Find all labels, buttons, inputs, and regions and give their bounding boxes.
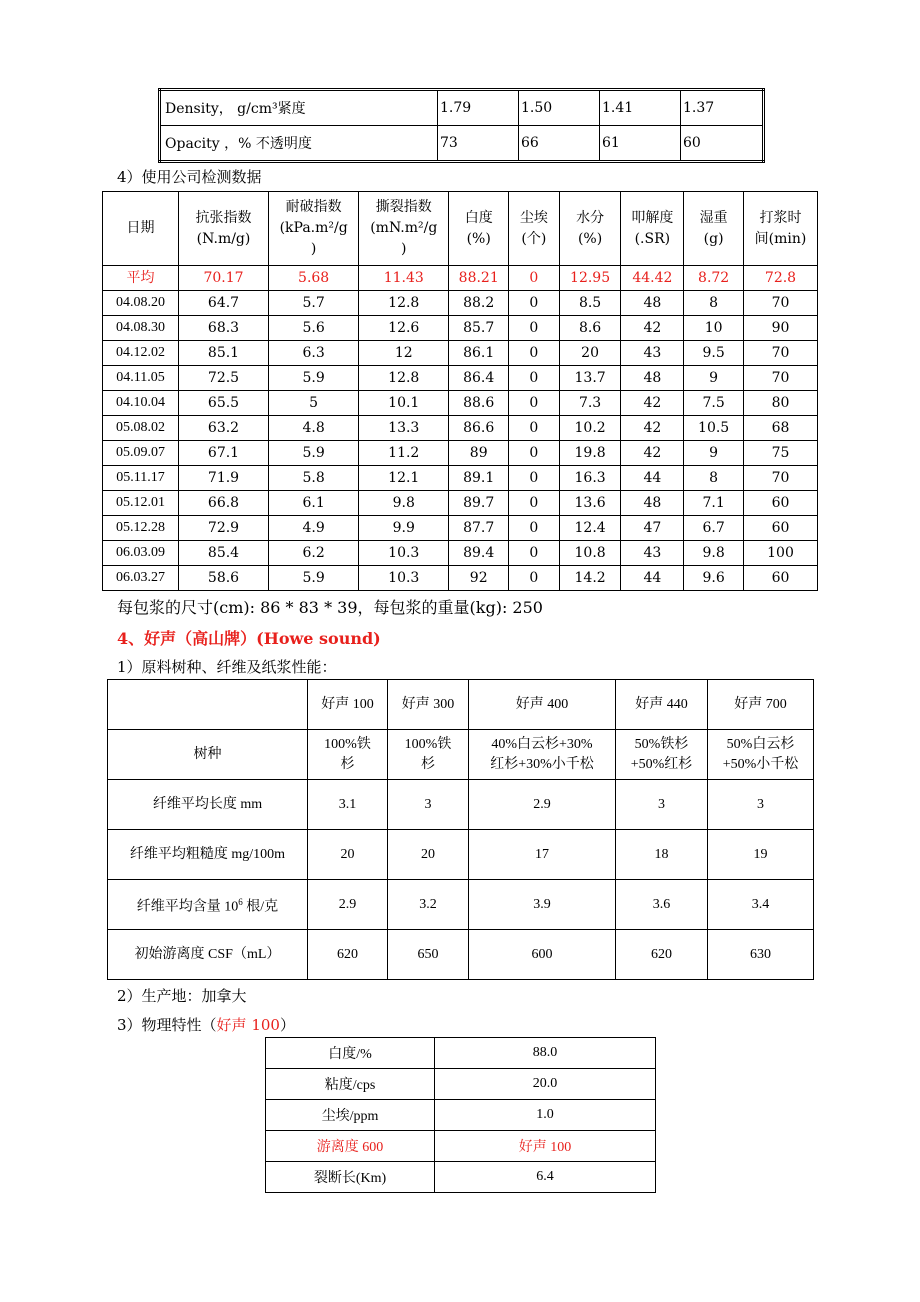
corner-cell [108,680,308,730]
cell: 10.2 [559,416,621,441]
raw-material-heading: 1）原料树种、纤维及纸浆性能： [117,658,337,676]
cell: 1.50 [519,90,600,126]
cell: 58.6 [178,566,268,591]
cell: 60 [744,516,818,541]
date-cell: 04.12.02 [103,341,179,366]
cell: 13.7 [559,366,621,391]
cell: 64.7 [178,291,268,316]
average-cell: 88.21 [449,266,509,291]
howe-sound-title: 4、好声（高山牌）(Howe sound) [117,629,381,648]
cell: 7.3 [559,391,621,416]
cell: 0 [509,391,560,416]
cell: 75 [744,441,818,466]
table-row [266,1100,656,1131]
physical-heading-post: ） [279,1016,295,1034]
date-cell: 05.11.17 [103,466,179,491]
cell: 14.2 [559,566,621,591]
cell: 5.9 [269,366,359,391]
cell: 3.6 [616,880,708,930]
cell: 8.6 [559,316,621,341]
cell: 9.8 [359,491,449,516]
company-test-table [102,191,818,591]
date-cell: 04.11.05 [103,366,179,391]
cell: 620 [308,930,388,980]
cell: 48 [621,291,684,316]
cell: 72.5 [178,366,268,391]
table-row [108,880,814,930]
cell: 89.7 [449,491,509,516]
table-row [103,491,818,516]
property-value: 88.0 [435,1038,656,1069]
cell: 20 [308,830,388,880]
cell: 48 [621,366,684,391]
column-header: 白度 (%) [449,192,509,266]
cell: 5.7 [269,291,359,316]
table-row [103,316,818,341]
cell: 86.6 [449,416,509,441]
date-cell: 05.12.28 [103,516,179,541]
table-row [108,830,814,880]
average-cell: 72.8 [744,266,818,291]
table-row [103,291,818,316]
physical-heading-pre: 3）物理特性（ [117,1016,217,1034]
column-header: 湿重 (g) [684,192,744,266]
cell: 20 [559,341,621,366]
cell: 20 [388,830,469,880]
average-row [103,266,818,291]
cell: 2.9 [469,780,616,830]
cell: 86.4 [449,366,509,391]
cell: 3 [388,780,469,830]
cell: 12.1 [359,466,449,491]
table-row [108,930,814,980]
property-name: 白度/% [266,1038,435,1069]
table-row [266,1162,656,1193]
cell: 9 [684,441,744,466]
origin-line: 2）生产地：加拿大 [117,987,247,1005]
cell: 44 [621,566,684,591]
cell: 85.7 [449,316,509,341]
cell: 7.5 [684,391,744,416]
cell: 6.2 [269,541,359,566]
average-cell: 0 [509,266,560,291]
cell: 65.5 [178,391,268,416]
table-row [103,391,818,416]
cell: 90 [744,316,818,341]
cell: 9.8 [684,541,744,566]
column-header: 日期 [103,192,179,266]
cell: 16.3 [559,466,621,491]
average-cell: 12.95 [559,266,621,291]
column-header: 水分 (%) [559,192,621,266]
cell: 12.6 [359,316,449,341]
cell: 0 [509,366,560,391]
cell: 10.3 [359,566,449,591]
column-header: 撕裂指数 (mN.m²/g ) [359,192,449,266]
table-row [103,516,818,541]
table-row [266,1069,656,1100]
table-row [103,416,818,441]
cell: 13.3 [359,416,449,441]
property-value: 1.0 [435,1100,656,1131]
row-label: 纤维平均粗糙度 mg/100m [108,830,308,880]
cell: 0 [509,466,560,491]
property-name: 裂断长(Km) [266,1162,435,1193]
row-label: 纤维平均长度 mm [108,780,308,830]
property-name: 尘埃/ppm [266,1100,435,1131]
table-row [108,730,814,780]
cell: 13.6 [559,491,621,516]
row-label-unit: 根/克 [242,899,279,915]
cell: 42 [621,391,684,416]
cell: 620 [616,930,708,980]
product-header: 好声 440 [616,680,708,730]
average-cell: 44.42 [621,266,684,291]
cell: 1.37 [681,90,764,126]
average-label: 平均 [103,266,179,291]
cell: 87.7 [449,516,509,541]
table-row [103,541,818,566]
date-cell: 06.03.09 [103,541,179,566]
table-row [103,441,818,466]
cell: 68 [744,416,818,441]
row-label-text: 纤维平均含量 10 [136,899,239,915]
cell: 88.2 [449,291,509,316]
cell: 6.3 [269,341,359,366]
cell: 60 [744,491,818,516]
cell: 6.1 [269,491,359,516]
cell: 0 [509,341,560,366]
cell: 650 [388,930,469,980]
column-header: 抗张指数 (N.m/g) [178,192,268,266]
cell: 600 [469,930,616,980]
cell: 0 [509,316,560,341]
cell: 60 [681,126,764,162]
cell: 12.8 [359,366,449,391]
cell: 12 [359,341,449,366]
cell: 12.4 [559,516,621,541]
cell: 100%铁 杉 [388,730,469,780]
cell: 8 [684,291,744,316]
cell: 17 [469,830,616,880]
cell: 61 [600,126,681,162]
cell: 630 [708,930,814,980]
cell: 3.9 [469,880,616,930]
cell: 80 [744,391,818,416]
cell: 73 [438,126,519,162]
cell: 72.9 [178,516,268,541]
cell: 89.4 [449,541,509,566]
cell: 0 [509,516,560,541]
cell: 3 [616,780,708,830]
cell: 8.5 [559,291,621,316]
cell: 5.9 [269,566,359,591]
cell: 85.4 [178,541,268,566]
cell: 100%铁 杉 [308,730,388,780]
column-header: 耐破指数 (kPa.m²/g ) [269,192,359,266]
cell: 43 [621,541,684,566]
cell: 70 [744,291,818,316]
property-name: 粘度/cps [266,1069,435,1100]
cell: 0 [509,566,560,591]
table-header-row [103,192,818,266]
cell: 67.1 [178,441,268,466]
table-row [266,1038,656,1069]
bale-note: 每包浆的尺寸(cm): 86 * 83 * 39，每包浆的重量(kg): 250 [117,598,543,617]
cell: 10.8 [559,541,621,566]
cell: 42 [621,316,684,341]
average-cell: 5.68 [269,266,359,291]
cell: 10.1 [359,391,449,416]
row-label [108,880,308,930]
cell: 9.5 [684,341,744,366]
cell: 18 [616,830,708,880]
property-value: 20.0 [435,1069,656,1100]
row-label: Density， g/cm³紧度 [160,90,438,126]
table-row [103,341,818,366]
cell: 5 [269,391,359,416]
cell: 0 [509,441,560,466]
average-cell: 8.72 [684,266,744,291]
raw-material-table [107,679,814,980]
cell: 100 [744,541,818,566]
cell: 7.1 [684,491,744,516]
row-label-exponent: 6 [238,896,243,907]
cell: 8 [684,466,744,491]
cell: 1.41 [600,90,681,126]
table-row [160,126,764,162]
cell: 5.9 [269,441,359,466]
product-header: 好声 700 [708,680,814,730]
column-header: 打浆时 间(min) [744,192,818,266]
cell: 70 [744,341,818,366]
cell: 44 [621,466,684,491]
cell: 0 [509,491,560,516]
density-opacity-table [158,88,765,163]
cell: 12.8 [359,291,449,316]
cell: 3.1 [308,780,388,830]
cell: 42 [621,441,684,466]
date-cell: 06.03.27 [103,566,179,591]
cell: 50%白云杉 +50%小千松 [708,730,814,780]
cell: 89 [449,441,509,466]
company-data-heading: 4）使用公司检测数据 [117,168,262,186]
cell: 40%白云杉+30% 红杉+30%小千松 [469,730,616,780]
cell: 68.3 [178,316,268,341]
cell: 66.8 [178,491,268,516]
row-label: 初始游离度 CSF（mL） [108,930,308,980]
cell: 3 [708,780,814,830]
table-row [103,366,818,391]
product-header: 好声 400 [469,680,616,730]
row-label: Opacity ，% 不透明度 [160,126,438,162]
cell: 48 [621,491,684,516]
cell: 0 [509,416,560,441]
cell: 3.2 [388,880,469,930]
cell: 5.6 [269,316,359,341]
product-header-row [108,680,814,730]
cell: 50%铁杉 +50%红杉 [616,730,708,780]
cell: 0 [509,291,560,316]
cell: 1.79 [438,90,519,126]
product-header: 好声 100 [308,680,388,730]
cell: 5.8 [269,466,359,491]
cell: 19.8 [559,441,621,466]
cell: 6.7 [684,516,744,541]
property-value: 好声 100 [435,1131,656,1162]
average-cell: 11.43 [359,266,449,291]
physical-heading-product: 好声 100 [216,1016,280,1034]
table-row [103,566,818,591]
cell: 70 [744,466,818,491]
cell: 88.6 [449,391,509,416]
row-label: 树种 [108,730,308,780]
cell: 47 [621,516,684,541]
cell: 11.2 [359,441,449,466]
date-cell: 05.08.02 [103,416,179,441]
cell: 66 [519,126,600,162]
date-cell: 04.10.04 [103,391,179,416]
table-row [160,90,764,126]
column-header: 叩解度 (.SR) [621,192,684,266]
date-cell: 05.12.01 [103,491,179,516]
cell: 43 [621,341,684,366]
table-row [266,1131,656,1162]
column-header: 尘埃 (个) [509,192,560,266]
table-row [103,466,818,491]
cell: 9.9 [359,516,449,541]
date-cell: 04.08.30 [103,316,179,341]
cell: 42 [621,416,684,441]
average-cell: 70.17 [178,266,268,291]
cell: 10.5 [684,416,744,441]
cell: 19 [708,830,814,880]
cell: 89.1 [449,466,509,491]
cell: 86.1 [449,341,509,366]
cell: 3.4 [708,880,814,930]
cell: 85.1 [178,341,268,366]
cell: 92 [449,566,509,591]
property-name: 游离度 600 [266,1131,435,1162]
cell: 0 [509,541,560,566]
cell: 60 [744,566,818,591]
table-row [108,780,814,830]
physical-heading [117,1014,295,1035]
cell: 9.6 [684,566,744,591]
cell: 2.9 [308,880,388,930]
cell: 71.9 [178,466,268,491]
cell: 10.3 [359,541,449,566]
date-cell: 05.09.07 [103,441,179,466]
cell: 4.8 [269,416,359,441]
physical-properties-table [265,1037,656,1193]
product-header: 好声 300 [388,680,469,730]
cell: 63.2 [178,416,268,441]
cell: 9 [684,366,744,391]
cell: 10 [684,316,744,341]
date-cell: 04.08.20 [103,291,179,316]
cell: 70 [744,366,818,391]
cell: 4.9 [269,516,359,541]
property-value: 6.4 [435,1162,656,1193]
